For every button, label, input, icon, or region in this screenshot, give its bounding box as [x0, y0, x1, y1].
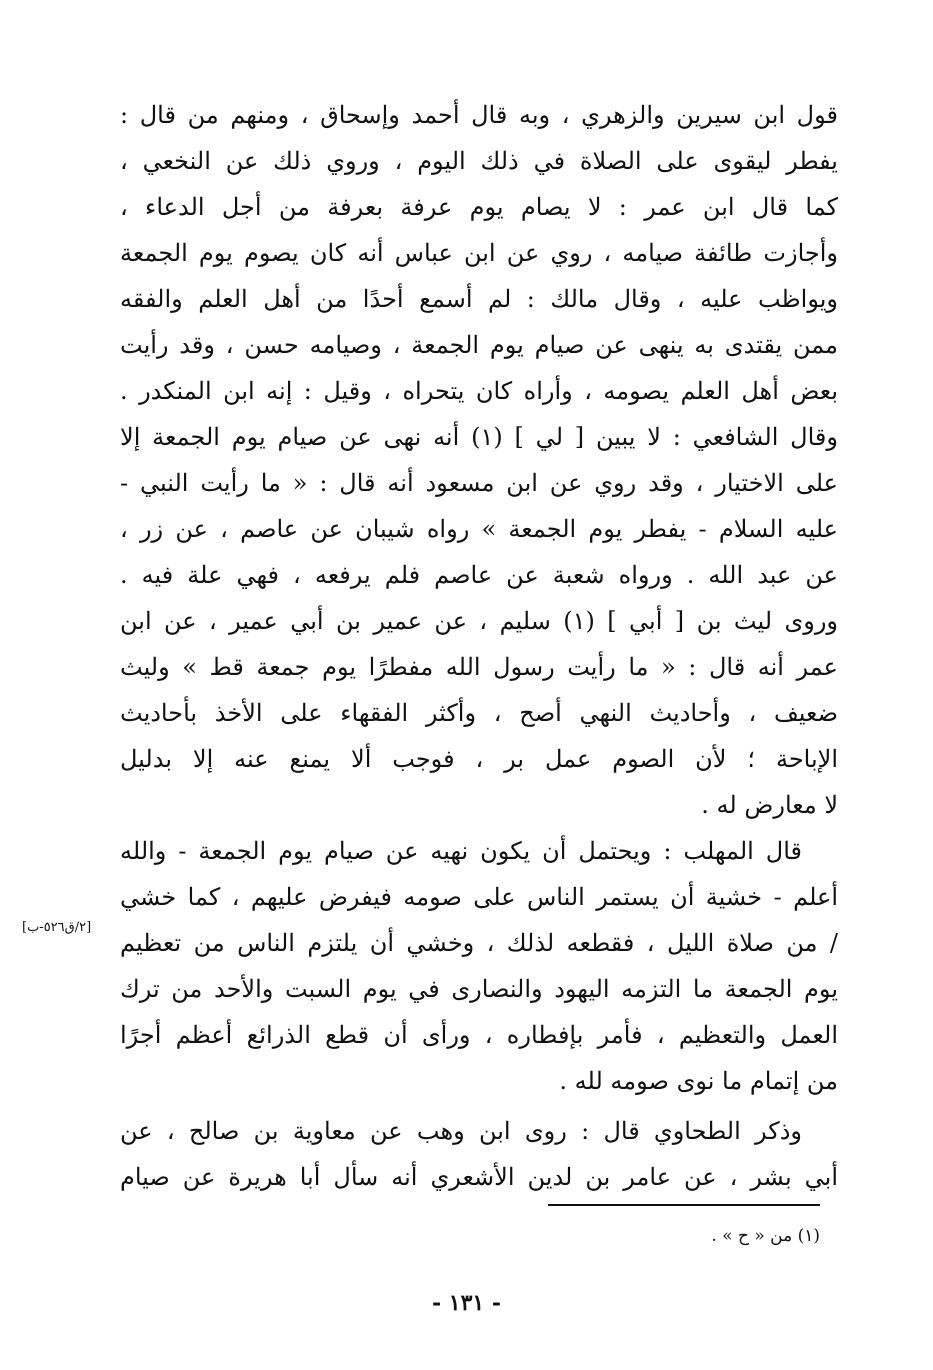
text-line: بعض أهل العلم يصومه ، وأراه كان يتحراه ، وقيل : إنه ابن المنكدر . — [120, 377, 838, 405]
text-line: من إتمام ما نوى صومه لله . — [559, 1067, 838, 1095]
text-line: عن عبد الله . ورواه شعبة عن عاصم فلم يرفعه ، فهي علة فيه . — [120, 561, 838, 589]
text-line: وأجازت طائفة صيامه ، روي عن ابن عباس أنه كان يصوم يوم الجمعة — [120, 239, 838, 267]
text-line: وقال الشافعي : لا يبين [ لي ] (١) أنه نهى عن صيام يوم الجمعة إلا — [120, 423, 838, 451]
paragraph-1 — [120, 92, 838, 828]
text-line: قال المهلب : ويحتمل أن يكون نهيه عن صيام يوم الجمعة - والله — [120, 837, 802, 865]
text-line: العمل والتعظيم ، فأمر بإفطاره ، ورأى أن قطع الذرائع أعظم أجرًا — [120, 1021, 838, 1049]
paragraph-3 — [120, 1108, 838, 1200]
text-line: ممن يقتدى به ينهى عن صيام يوم الجمعة ، وصيامه حسن ، وقد رأيت — [120, 331, 838, 359]
text-line: لا معارض له . — [701, 791, 838, 819]
manuscript-margin-reference: [٢/ق٥٢٦-ب] — [22, 920, 92, 935]
text-line: وروى ليث بن [ أبي ] (١) سليم ، عن عمير بن أبي عمير ، عن ابن — [120, 607, 839, 635]
text-line: عليه السلام - يفطر يوم الجمعة » رواه شيبان عن عاصم ، عن زر ، — [120, 515, 838, 543]
text-line: الإباحة ؛ لأن الصوم عمل بر ، فوجب ألا يمنع عنه إلا بدليل — [120, 745, 838, 773]
page-number: - ١٣١ - — [431, 1290, 502, 1316]
text-line: على الاختيار ، وقد روي عن ابن مسعود أنه قال : « ما رأيت النبي - — [120, 469, 838, 497]
paragraph-2 — [120, 828, 838, 1104]
text-line: ضعيف ، وأحاديث النهي أصح ، وأكثر الفقهاء على الأخذ بأحاديث — [120, 699, 838, 727]
text-line: / من صلاة الليل ، فقطعه لذلك ، وخشي أن يلتزم الناس من تعظيم — [120, 929, 838, 957]
text-line: عمر أنه قال : « ما رأيت رسول الله مفطرًا يوم جمعة قط » وليث — [120, 653, 838, 681]
text-line: قول ابن سيرين والزهري ، وبه قال أحمد وإسحاق ، ومنهم من قال : — [120, 101, 838, 129]
text-line: كما قال ابن عمر : لا يصام يوم عرفة بعرفة من أجل الدعاء ، — [120, 193, 838, 221]
footnote: (١) من « ح » . — [711, 1226, 820, 1246]
text-line: يوم الجمعة ما التزمه اليهود والنصارى في يوم السبت والأحد من ترك — [120, 975, 838, 1003]
text-line: وذكر الطحاوي قال : روى ابن وهب عن معاوية بن صالح ، عن — [120, 1117, 802, 1145]
text-line: ويواظب عليه ، وقال مالك : لم أسمع أحدًا من أهل العلم والفقه — [120, 285, 838, 313]
text-line: أعلم - خشية أن يستمر الناس على صومه فيفرض عليهم ، كما خشي — [120, 883, 838, 911]
footnote-separator — [548, 1204, 820, 1206]
text-line: يفطر ليقوى على الصلاة في ذلك اليوم ، وروي ذلك عن النخعي ، — [120, 147, 838, 175]
text-line: أبي بشر ، عن عامر بن لدين الأشعري أنه سأل أبا هريرة عن صيام — [120, 1163, 838, 1191]
